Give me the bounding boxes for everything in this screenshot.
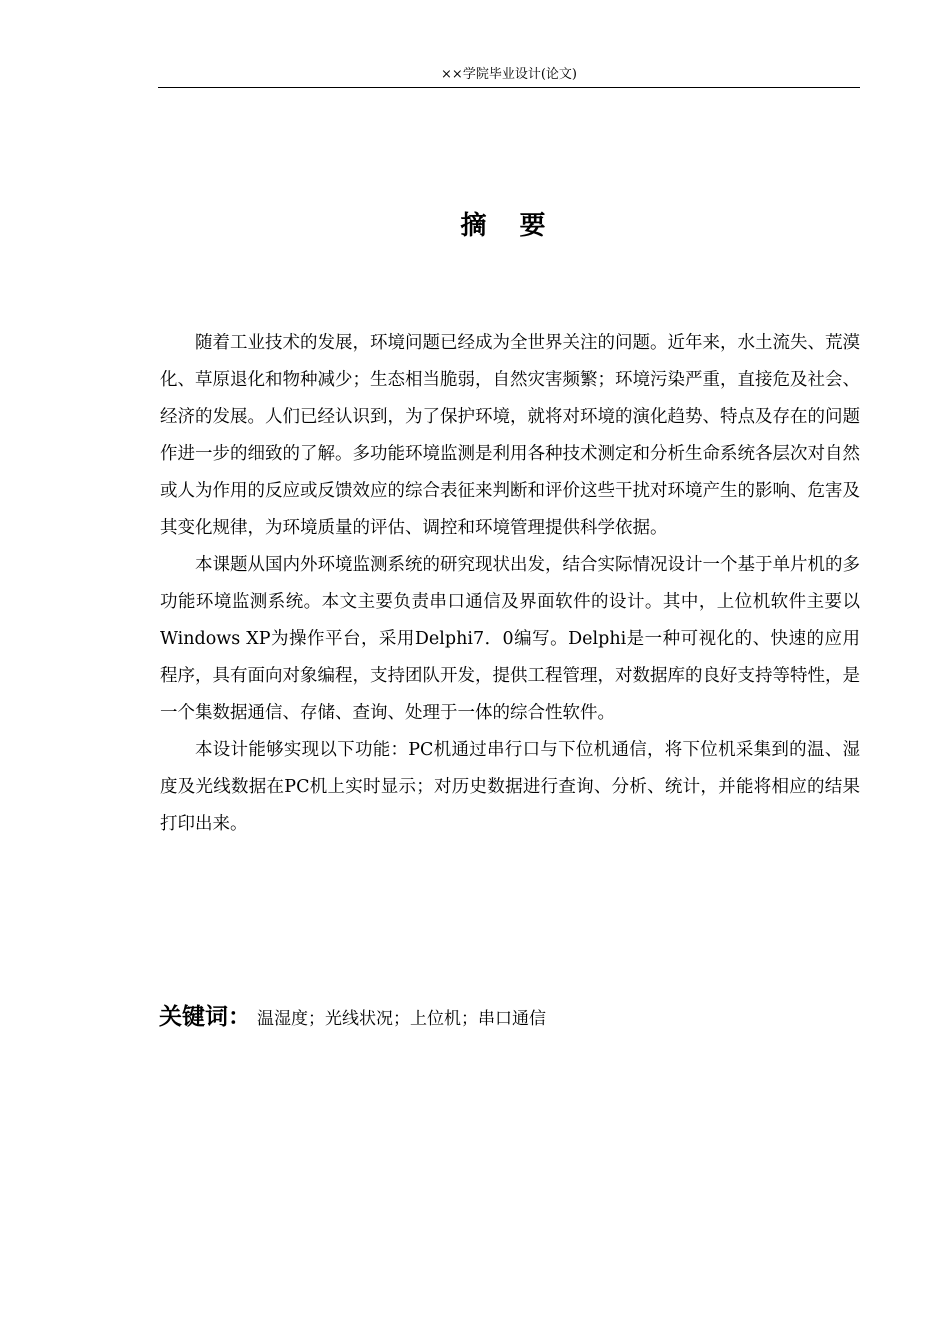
abstract-paragraph-3: 本设计能够实现以下功能：PC机通过串行口与下位机通信，将下位机采集到的温、湿度及光线数据在PC机上实时显示；对历史数据进行查询、分析、统计，并能将相应的结果打印出来。 xyxy=(160,740,860,834)
page-title: 摘 要 xyxy=(460,211,558,241)
keywords-line xyxy=(159,998,859,1031)
abstract-paragraph-1: 随着工业技术的发展，环境问题已经成为全世界关注的问题。近年来，水土流失、荒漠化、草原退化和物种减少；生态相当脆弱，自然灾害频繁；环境污染严重，直接危及社会、经济的发展。人们已经认识到，为了保护环境，就将对环境的演化趋势、特点及存在的问题作进一步的细致的了解。多功能环境监测是利用各种技术测定和分析生命系统各层次对自然或人为作用的反应或反馈效应的综合表征来判断和评价这些干扰对环境产生的影响、危害及其变化规律，为环境质量的评估、调控和环境管理提供科学依据。 xyxy=(160,333,860,538)
keywords-label: 关键词： xyxy=(159,1004,251,1030)
abstract-paragraph-2: 本课题从国内外环境监测系统的研究现状出发，结合实际情况设计一个基于单片机的多功能环境监测系统。本文主要负责串口通信及界面软件的设计。其中，上位机软件主要以Windows XP为操作平台，采用Delphi7．0编写。Delphi是一种可视化的、快速的应用程序，具有面向对象编程，支持团队开发，提供工程管理，对数据库的良好支持等特性，是一个集数据通信、存储、查询、处理于一体的综合性软件。 xyxy=(160,555,860,723)
header-divider xyxy=(158,87,860,88)
abstract-body xyxy=(160,325,860,843)
page-header: ××学院毕业设计(论文) xyxy=(441,67,577,82)
keywords-value: 温湿度；光线状况；上位机；串口通信 xyxy=(257,1009,546,1029)
